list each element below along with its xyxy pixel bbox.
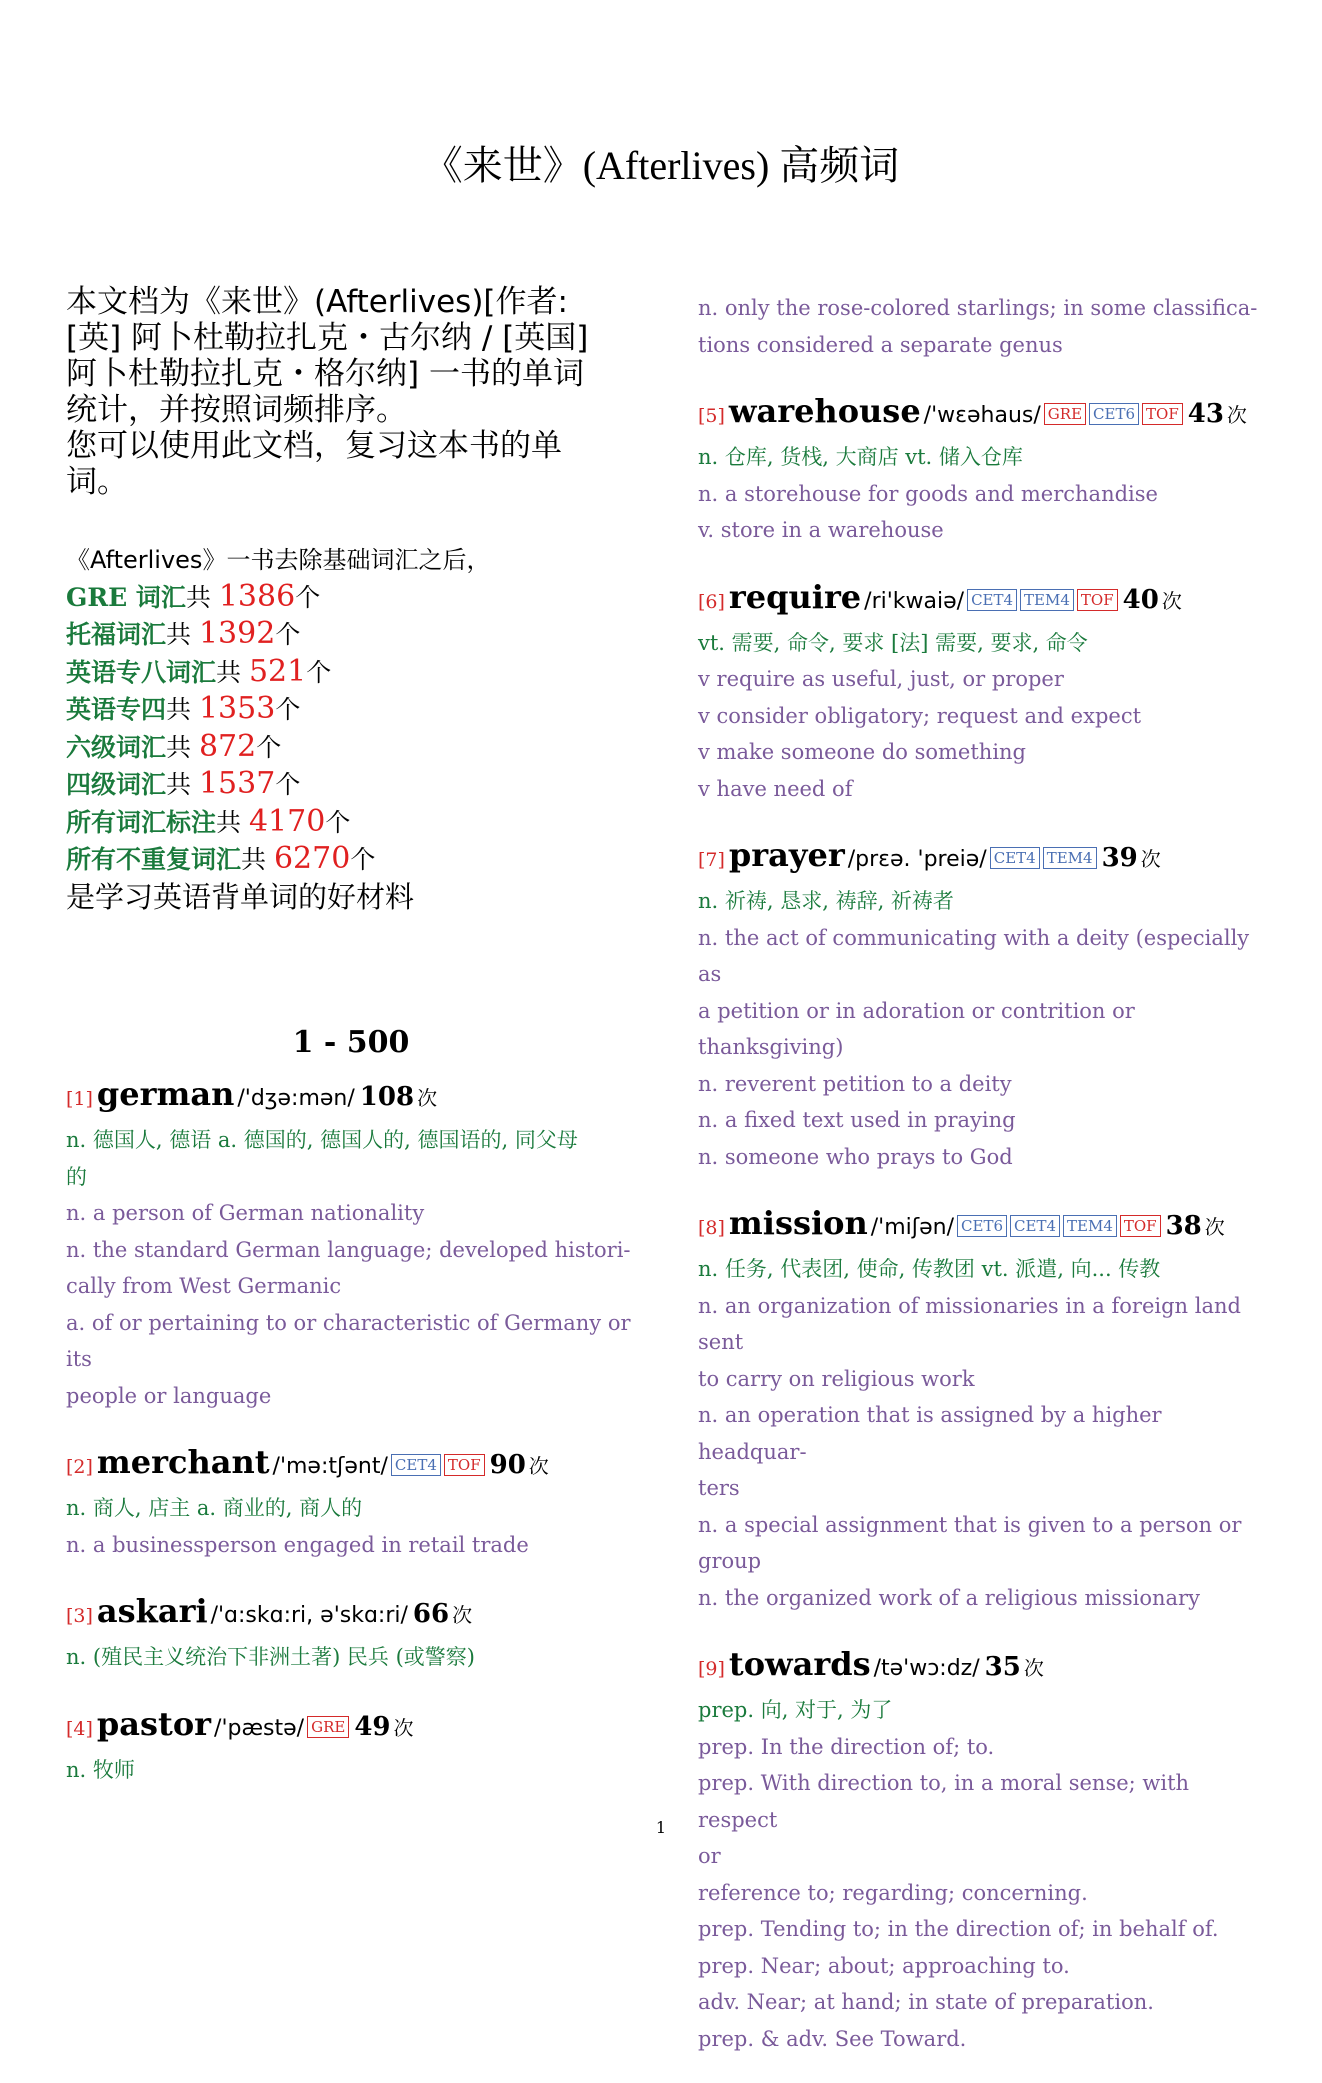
entry-index: [9] bbox=[698, 1658, 725, 1680]
definition-line: group bbox=[698, 1549, 762, 1573]
phonetic: /'pæstə/ bbox=[214, 1715, 305, 1741]
frequency-unit: 次 bbox=[1204, 1215, 1225, 1239]
frequency-unit: 次 bbox=[452, 1603, 473, 1627]
definition-line: v have need of bbox=[698, 776, 853, 801]
definition-line: prep. With direction to, in a moral sense; with respect bbox=[698, 1771, 1190, 1832]
exam-tag: CET6 bbox=[1089, 403, 1139, 425]
exam-tag: GRE bbox=[1044, 403, 1086, 425]
definition-line: people or language bbox=[66, 1383, 272, 1408]
definition-line: prep. Tending to; in the direction of; in behalf of. bbox=[698, 1917, 1219, 1941]
stat-unit: 个 bbox=[350, 845, 376, 874]
definition-line: prep. In the direction of; to. bbox=[698, 1734, 995, 1759]
intro-line: 您可以使用此文档，复习这本书的单 bbox=[66, 428, 562, 464]
stat-mid: 共 bbox=[185, 582, 219, 612]
stat-unit: 个 bbox=[256, 732, 282, 762]
exam-tag: TOF bbox=[1120, 1215, 1161, 1237]
exam-tag: CET4 bbox=[967, 589, 1017, 611]
entry-index: [2] bbox=[66, 1456, 93, 1478]
translation-line: n. 祈祷, 恳求, 祷辞, 祈祷者 bbox=[698, 889, 954, 913]
stat-line bbox=[66, 691, 636, 729]
headword: mission bbox=[728, 1204, 868, 1242]
definition-line: n. a businessperson engaged in retail trade bbox=[66, 1532, 529, 1557]
definition-line: v. store in a warehouse bbox=[698, 518, 944, 542]
entry-header bbox=[698, 1642, 1268, 1692]
definition-line: prep. & adv. See Toward. bbox=[698, 2026, 967, 2051]
stat-unit: 个 bbox=[295, 582, 321, 612]
entry-index: [8] bbox=[698, 1217, 725, 1239]
definition-line: tions considered a separate genus bbox=[698, 332, 1063, 357]
frequency-unit: 次 bbox=[393, 1715, 414, 1740]
frequency-count: 108 bbox=[359, 1082, 415, 1112]
definition-line: n. the organized work of a religious missionary bbox=[698, 1585, 1200, 1610]
frequency-unit: 次 bbox=[1023, 1656, 1044, 1680]
exam-tag: GRE bbox=[307, 1716, 349, 1738]
definition-line: v consider obligatory; request and expect bbox=[698, 703, 1142, 728]
definition-line: n. the act of communicating with a deity (especially as bbox=[698, 925, 1250, 986]
definition-line: v make someone do something bbox=[698, 740, 1027, 764]
phonetic: /'wɛəhaus/ bbox=[923, 403, 1041, 428]
word-entry bbox=[66, 1072, 636, 1414]
frequency-count: 66 bbox=[412, 1599, 450, 1629]
stat-line bbox=[66, 729, 636, 767]
intro-paragraph bbox=[66, 284, 636, 500]
page-number: 1 bbox=[655, 1818, 667, 1837]
entry-header bbox=[698, 1201, 1268, 1251]
stat-number: 4170 bbox=[248, 803, 326, 839]
stat-label: 所有不重复词汇 bbox=[66, 845, 242, 874]
stat-unit: 个 bbox=[275, 770, 301, 799]
entry-index: [6] bbox=[698, 590, 725, 613]
exam-tag: CET6 bbox=[957, 1215, 1007, 1237]
translation-line: n. (殖民主义统治下非洲土著) 民兵 (或警察) bbox=[66, 1645, 475, 1669]
definition-line: ters bbox=[698, 1476, 740, 1500]
stats-lead: 《Afterlives》一书去除基础词汇之后， bbox=[66, 546, 491, 574]
exam-tag: CET4 bbox=[990, 847, 1040, 869]
entry-header bbox=[66, 1589, 636, 1639]
exam-tag: TEM4 bbox=[1020, 589, 1074, 611]
stat-number: 1392 bbox=[198, 616, 276, 651]
translation-line: n. 仓库, 货栈, 大商店 vt. 储入仓库 bbox=[698, 445, 1023, 469]
entry-index: [5] bbox=[698, 405, 725, 427]
intro-line: [英] 阿卜杜勒拉扎克・古尔纳 / [英国] bbox=[66, 320, 589, 356]
intro-line: 本文档为《来世》(Afterlives)[作者: bbox=[66, 284, 568, 320]
word-list-left bbox=[66, 1072, 636, 1788]
entry-header bbox=[66, 1702, 636, 1752]
exam-tag: TOF bbox=[444, 1454, 485, 1476]
stat-unit: 个 bbox=[325, 807, 351, 837]
word-entry bbox=[66, 1440, 636, 1563]
definition-line: n. a storehouse for goods and merchandise bbox=[698, 481, 1158, 506]
phonetic: /ri'kwaiə/ bbox=[864, 588, 965, 614]
stat-label: 英语专四 bbox=[66, 695, 167, 724]
frequency-unit: 次 bbox=[1161, 588, 1182, 613]
headword: towards bbox=[728, 1645, 871, 1683]
stat-number: 6270 bbox=[273, 841, 351, 876]
definition-line: n. only the rose-colored starlings; in some classifica- bbox=[698, 296, 1258, 320]
headword: prayer bbox=[728, 836, 845, 874]
definition-line: n. the standard German language; developed histori- bbox=[66, 1237, 631, 1262]
entry-index: [7] bbox=[698, 849, 725, 871]
definition-line: n. an operation that is assigned by a higher headquar- bbox=[698, 1403, 1162, 1464]
exam-tag: TEM4 bbox=[1043, 847, 1097, 869]
stat-line bbox=[66, 579, 636, 617]
definition-line: a. of or pertaining to or characteristic of Germany or its bbox=[66, 1310, 631, 1371]
entry-header bbox=[698, 575, 1268, 625]
entry-header bbox=[698, 833, 1268, 883]
entry-header bbox=[66, 1440, 636, 1490]
stat-line bbox=[66, 841, 636, 879]
stat-mid: 共 bbox=[166, 770, 199, 799]
definition-line: adv. Near; at hand; in state of preparation. bbox=[698, 1990, 1154, 2014]
definition-line: cally from West Germanic bbox=[66, 1274, 342, 1298]
stat-mid: 共 bbox=[166, 620, 199, 649]
definition-line: n. a special assignment that is given to a person or bbox=[698, 1512, 1242, 1537]
stat-number: 521 bbox=[248, 653, 307, 689]
stat-label: 所有词汇标注 bbox=[66, 807, 217, 837]
page-title: 《来世》(Afterlives) 高频词 bbox=[422, 143, 900, 188]
phonetic: /'ɑ:skɑ:ri, ə'skɑ:ri/ bbox=[210, 1603, 408, 1628]
headword: pastor bbox=[96, 1704, 212, 1743]
word-entry bbox=[698, 575, 1268, 808]
translation-line: vt. 需要, 命令, 要求 [法] 需要, 要求, 命令 bbox=[698, 630, 1088, 655]
word-entry bbox=[66, 1702, 636, 1789]
stat-line bbox=[66, 804, 636, 842]
phonetic: /'miʃən/ bbox=[870, 1215, 955, 1240]
translation-line: n. 商人, 店主 a. 商业的, 商人的 bbox=[66, 1496, 363, 1520]
translation-line: 的 bbox=[66, 1164, 87, 1189]
exam-tag: TOF bbox=[1077, 589, 1118, 611]
definition-line: reference to; regarding; concerning. bbox=[698, 1880, 1088, 1905]
right-column bbox=[698, 290, 1268, 2083]
phonetic: /prɛə. 'preiə/ bbox=[847, 847, 987, 872]
entry-header bbox=[66, 1072, 636, 1122]
phonetic: /tə'wɔ:dz/ bbox=[873, 1656, 980, 1681]
entry-index: [4] bbox=[66, 1717, 93, 1740]
word-entry bbox=[66, 1589, 636, 1676]
stat-number: 1537 bbox=[198, 766, 276, 801]
word-list-right bbox=[698, 389, 1268, 2057]
frequency-count: 43 bbox=[1187, 399, 1224, 429]
word-entry bbox=[698, 389, 1268, 549]
frequency-unit: 次 bbox=[417, 1086, 438, 1110]
intro-line: 词。 bbox=[66, 464, 128, 500]
headword: german bbox=[96, 1075, 235, 1113]
exam-tag: CET4 bbox=[391, 1454, 441, 1476]
intro-line: 统计，并按照词频排序。 bbox=[66, 392, 407, 428]
headword: require bbox=[728, 577, 862, 616]
stat-mid: 共 bbox=[216, 807, 249, 837]
exam-tag: TOF bbox=[1142, 403, 1183, 425]
frequency-count: 38 bbox=[1165, 1211, 1202, 1241]
word-entry bbox=[698, 1642, 1268, 2057]
frequency-count: 35 bbox=[984, 1652, 1021, 1682]
definition-line: a petition or in adoration or contrition or thanksgiving) bbox=[698, 998, 1135, 1059]
word-entry bbox=[698, 833, 1268, 1175]
stat-unit: 个 bbox=[306, 657, 332, 687]
definition-line: n. someone who prays to God bbox=[698, 1144, 1013, 1169]
stats-closing: 是学习英语背单词的好材料 bbox=[66, 879, 415, 914]
range-heading: 1 - 500 bbox=[292, 1025, 410, 1060]
headword: askari bbox=[96, 1592, 208, 1630]
frequency-unit: 次 bbox=[1140, 847, 1161, 871]
definition-line: to carry on religious work bbox=[698, 1366, 975, 1391]
stat-number: 872 bbox=[198, 728, 257, 764]
stat-mid: 共 bbox=[216, 657, 249, 687]
stat-line bbox=[66, 654, 636, 692]
stat-line bbox=[66, 766, 636, 804]
translation-line: prep. 向, 对于, 为了 bbox=[698, 1698, 893, 1722]
frequency-count: 49 bbox=[354, 1711, 391, 1742]
definition-line: n. an organization of missionaries in a foreign land sent bbox=[698, 1293, 1241, 1354]
stat-label: 英语专八词汇 bbox=[66, 657, 217, 687]
stat-mid: 共 bbox=[166, 732, 199, 762]
continued-entry bbox=[698, 290, 1268, 363]
stat-unit: 个 bbox=[275, 620, 301, 649]
definition-line: v require as useful, just, or proper bbox=[698, 667, 1064, 691]
phonetic: /'mə:tʃənt/ bbox=[272, 1454, 388, 1479]
translation-line: n. 牧师 bbox=[66, 1757, 135, 1782]
frequency-count: 39 bbox=[1101, 843, 1138, 873]
headword: merchant bbox=[96, 1443, 270, 1481]
definition-line: n. a person of German nationality bbox=[66, 1201, 425, 1225]
stat-unit: 个 bbox=[275, 695, 301, 724]
stat-mid: 共 bbox=[241, 845, 274, 874]
definition-line: prep. Near; about; approaching to. bbox=[698, 1953, 1070, 1978]
frequency-count: 40 bbox=[1122, 584, 1159, 615]
exam-tag: TEM4 bbox=[1063, 1215, 1117, 1237]
exam-tag: CET4 bbox=[1010, 1215, 1060, 1237]
stat-line bbox=[66, 616, 636, 654]
frequency-count: 90 bbox=[489, 1450, 526, 1480]
stat-number: 1353 bbox=[198, 691, 276, 726]
definition-line: n. reverent petition to a deity bbox=[698, 1071, 1012, 1096]
stat-label: 六级词汇 bbox=[66, 732, 167, 762]
phonetic: /'dʒə:mən/ bbox=[237, 1086, 355, 1111]
frequency-unit: 次 bbox=[528, 1454, 549, 1478]
stat-label: 四级词汇 bbox=[66, 770, 167, 799]
intro-line: 阿卜杜勒拉扎克・格尔纳] 一书的单词 bbox=[66, 356, 584, 392]
vocab-stats bbox=[66, 542, 636, 915]
stat-label: GRE 词汇 bbox=[66, 582, 186, 612]
word-entry bbox=[698, 1201, 1268, 1616]
entry-index: [1] bbox=[66, 1088, 93, 1110]
entry-index: [3] bbox=[66, 1605, 93, 1627]
frequency-unit: 次 bbox=[1226, 403, 1247, 427]
definition-line: n. a fixed text used in praying bbox=[698, 1108, 1016, 1132]
entry-header bbox=[698, 389, 1268, 439]
stat-mid: 共 bbox=[166, 695, 199, 724]
definition-line: or bbox=[698, 1844, 721, 1868]
headword: warehouse bbox=[728, 392, 921, 430]
left-column bbox=[66, 284, 636, 1814]
translation-line: n. 任务, 代表团, 使命, 传教团 vt. 派遣, 向... 传教 bbox=[698, 1257, 1161, 1281]
stat-number: 1386 bbox=[218, 578, 296, 614]
translation-line: n. 德国人, 德语 a. 德国的, 德国人的, 德国语的, 同父母 bbox=[66, 1128, 578, 1152]
stat-label: 托福词汇 bbox=[66, 620, 167, 649]
